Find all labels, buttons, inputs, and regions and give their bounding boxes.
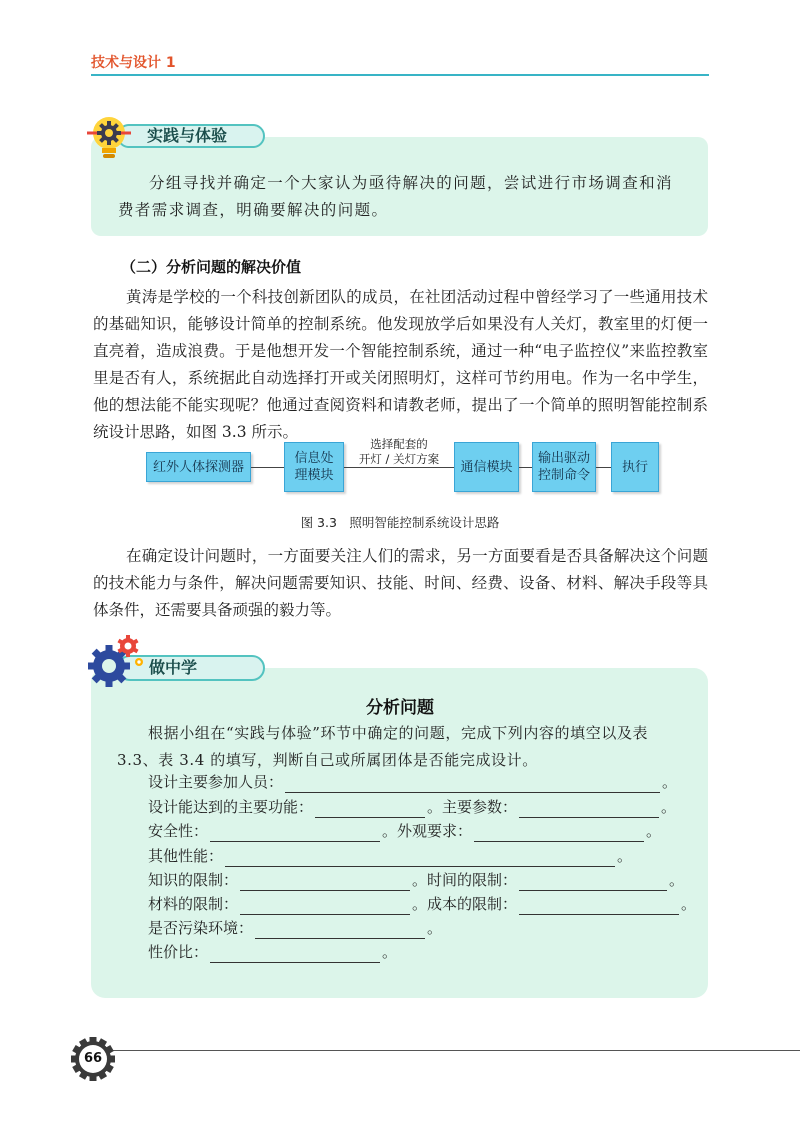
field-row-functions: [148, 796, 676, 818]
diagram-box-output-line2: 控制命令: [537, 468, 590, 483]
field-row-participants: [148, 771, 677, 793]
lightbulb-gear-icon: [83, 112, 135, 164]
header-rule: [91, 74, 709, 76]
fill-blank-parameters[interactable]: [519, 800, 659, 818]
fill-blank-pollution[interactable]: [255, 921, 425, 939]
field-label-parameters: 主要参数：: [442, 798, 518, 816]
diagram-box-processing: [284, 442, 344, 492]
field-label-safety: 安全性：: [148, 822, 209, 840]
period: 。: [427, 919, 443, 937]
diagram-connector: [519, 467, 532, 468]
field-label-cost: 成本的限制：: [427, 895, 518, 913]
field-row-safety: [148, 820, 661, 842]
diagram-box-communication: 通信模块: [454, 442, 519, 492]
gears-icon: [85, 632, 145, 692]
paragraph-2: 在确定设计问题时，一方面要关注人们的需求，另一方面要看是否具备解决这个问题的技术能力与条件，解决问题需要知识、技能、时间、经费、设备、材料、解决手段等具体条件，还需要具备顽强的毅力等。: [93, 547, 708, 619]
diagram-label: [344, 437, 454, 467]
period: 。: [382, 943, 398, 961]
diagram-box-execute: 执行: [611, 442, 659, 492]
book-title: 技术与设计 1: [91, 55, 176, 71]
fill-blank-other[interactable]: [225, 849, 615, 867]
diagram-connector: [251, 467, 284, 468]
diagram-label-line1: 选择配套的: [370, 437, 428, 451]
field-label-appearance: 外观要求：: [397, 822, 473, 840]
fill-blank-knowledge[interactable]: [240, 873, 410, 891]
fill-blank-participants[interactable]: [285, 775, 660, 793]
period: 。: [617, 847, 633, 865]
field-label-knowledge: 知识的限制：: [148, 871, 239, 889]
period: 。: [382, 822, 398, 840]
figure-caption: 图 3.3 照明智能控制系统设计思路: [300, 515, 500, 530]
page-number: 66: [83, 1051, 103, 1066]
practice-text: 分组寻找并确定一个大家认为亟待解决的问题，尝试进行市场调查和消费者需求调查，明确要解决的问题。: [118, 174, 673, 219]
period: 。: [661, 798, 677, 816]
field-row-material: [148, 893, 696, 915]
practice-tab: 实践与体验: [117, 124, 265, 148]
period: 。: [427, 798, 443, 816]
fill-blank-functions[interactable]: [315, 800, 425, 818]
fill-blank-safety[interactable]: [210, 824, 380, 842]
field-label-value: 性价比：: [148, 943, 209, 961]
doing-intro: 根据小组在“实践与体验”环节中确定的问题，完成下列内容的填空以及表 3.3、表 3.4 的填写，判断自己或所属团体是否能完成设计。: [117, 724, 649, 769]
doing-tab: 做中学: [117, 655, 265, 681]
period: 。: [412, 871, 428, 889]
period: 。: [662, 773, 678, 791]
fill-blank-time[interactable]: [519, 873, 667, 891]
fill-blank-appearance[interactable]: [474, 824, 644, 842]
field-row-value: [148, 941, 397, 963]
doing-title: 分析问题: [366, 698, 434, 718]
diagram-box-output-line1: 输出驱动: [537, 451, 590, 466]
diagram-connector: [596, 467, 611, 468]
section-heading: （二）分析问题的解决价值: [121, 258, 302, 276]
diagram-box-processing-line1: 信息处: [294, 451, 334, 466]
field-row-knowledge: [148, 869, 684, 891]
field-label-material: 材料的限制：: [148, 895, 239, 913]
period: 。: [412, 895, 428, 913]
field-label-other: 其他性能：: [148, 847, 224, 865]
field-row-pollution: [148, 917, 442, 939]
period: 。: [646, 822, 662, 840]
period: 。: [669, 871, 685, 889]
diagram-label-line2: 开灯 / 关灯方案: [358, 452, 440, 466]
diagram-box-processing-line2: 理模块: [294, 468, 334, 483]
field-label-time: 时间的限制：: [427, 871, 518, 889]
paragraph-1: 黄涛是学校的一个科技创新团队的成员，在社团活动过程中曾经学习了一些通用技术的基础知识，能够设计简单的控制系统。他发现放学后如果没有人关灯，教室里的灯便一直亮着，造成浪费。于是他想开发一个智能控制系统，通过一种“电子监控仪”来监控教室里是否有人，系统据此自动选择打开或关闭照明灯，这样可节约用电。作为一名中学生，他的想法能不能实现呢？他通过查阅资料和请教老师，提出了一个简单的照明智能控制系统设计思路，如图 3.3 所示。: [93, 288, 708, 441]
field-label-pollution: 是否污染环境：: [148, 919, 254, 937]
diagram-box-infrared: 红外人体探测器: [146, 452, 251, 482]
fill-blank-cost[interactable]: [519, 897, 679, 915]
diagram-box-output: [532, 442, 596, 492]
fill-blank-material[interactable]: [240, 897, 410, 915]
period: 。: [681, 895, 697, 913]
fill-blank-value[interactable]: [210, 945, 380, 963]
control-system-diagram: [146, 435, 666, 500]
diagram-connector: [344, 467, 454, 468]
field-row-other: [148, 845, 632, 867]
footer-rule: [106, 1050, 800, 1051]
field-label-participants: 设计主要参加人员：: [148, 773, 284, 791]
field-label-functions: 设计能达到的主要功能：: [148, 798, 314, 816]
